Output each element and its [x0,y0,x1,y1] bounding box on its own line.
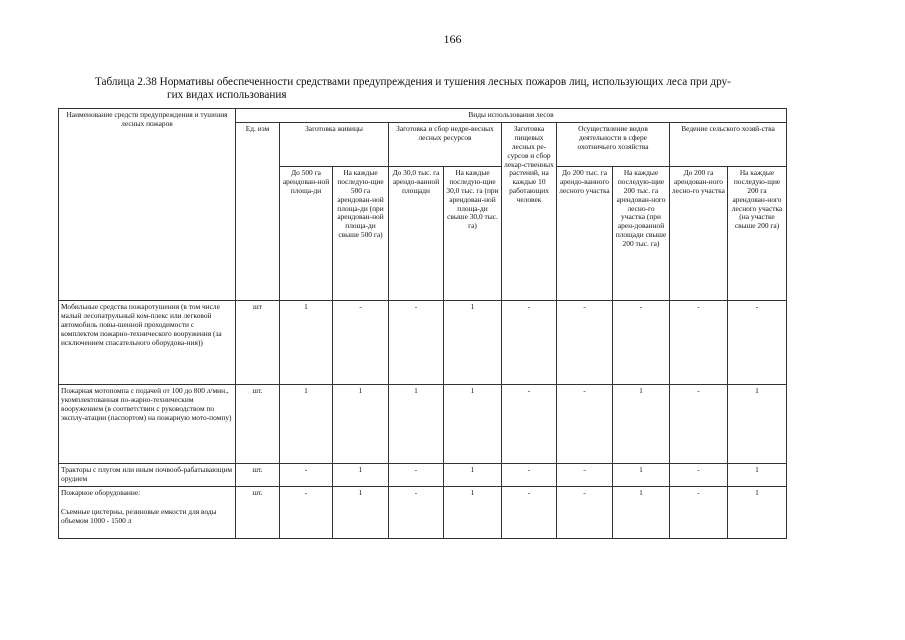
row-name-group [59,486,236,538]
subheader: На каждые последую-щие 30,0 тыс. га (при арендован-ной площа-ди свыше 30,0 тыс. га) [444,166,502,300]
row-value: 1 [728,463,787,486]
row-value: - [280,463,333,486]
row-value: - [389,486,444,538]
table-row [59,486,787,538]
row-unit: шт. [236,463,280,486]
row-name: Съемные цистерны, резиновые емкости для воды объемом 1000 - 1500 л [61,506,217,525]
table-row [59,300,787,384]
row-value: - [557,463,613,486]
row-value: - [502,486,557,538]
unit-header: Ед. изм [236,122,280,300]
row-value: - [502,384,557,463]
category-header: Ведение сельского хозяй-ства [670,122,787,166]
row-value: - [333,300,389,384]
section-title: Пожарное оборудование: [61,487,141,497]
table-row [59,463,787,486]
row-value: - [670,486,728,538]
row-value: - [502,463,557,486]
subheader: До 500 га арендован-ной площа-ди [280,166,333,300]
main-header: Виды использования лесов [236,109,787,123]
row-value: 1 [333,486,389,538]
category-header: Заготовка живицы [280,122,389,166]
table-caption [95,76,840,102]
row-value: - [670,463,728,486]
caption-line-1: Таблица 2.38 Нормативы обеспеченности средствами предупреждения и тушения лесных пожаров лиц, использующих леса при дру- [95,76,731,88]
row-value: 1 [613,463,670,486]
row-value: - [557,300,613,384]
row-name: Тракторы с плугом или иным почвооб-рабатывающим орудием [59,463,236,486]
row-value: 1 [613,486,670,538]
category-header: Осуществление видов деятельности в сфере охотничьего хозяйства [557,122,670,166]
corner-header: Наименование средств предупреждения и тушения лесных пожаров [59,109,236,301]
row-name: Пожарная мотопомпа с подачей от 100 до 800 л/мин., укомплектованная по-жарно-техническим вооружением (в соответствии с руководством по эксплу-атации (паспортом) на пожарную мото-помпу) [59,384,236,463]
row-value: - [389,300,444,384]
row-value: - [557,384,613,463]
norms-table [58,108,787,539]
subheader: На каждые последую-щие 200 тыс. га арендован-ного лесно-го участка (при арен-дованной площади свыше 200 тыс. га) [613,166,670,300]
row-value: - [280,486,333,538]
row-name: Мобильные средства пожаротушения (в том числе малый лесопатрульный ком-плекс или легковой автомобиль повы-шенной проходимости с комплектом пожарно-технического вооружения (за исключением спасательного оборудова-ния)) [59,300,236,384]
row-value: 1 [280,384,333,463]
row-value: 1 [444,486,502,538]
row-value: 1 [333,384,389,463]
row-value: - [389,463,444,486]
category-header: Заготовка пищевых лесных ре-сурсов и сбор лекар-ственных растений, на каждые 10 работающих человек [502,122,557,300]
row-value: 1 [728,384,787,463]
row-value: 1 [444,384,502,463]
table-row [59,384,787,463]
row-value: 1 [444,463,502,486]
row-unit: шт. [236,384,280,463]
caption-line-2: гих видах использования [167,89,287,101]
row-value: 1 [728,486,787,538]
row-value: 1 [613,384,670,463]
row-value: - [613,300,670,384]
row-value: 1 [280,300,333,384]
row-value: 1 [333,463,389,486]
row-value: 1 [444,300,502,384]
subheader: До 200 тыс. га арендо-ванного лесного участка [557,166,613,300]
row-value: 1 [389,384,444,463]
row-value: - [670,300,728,384]
subheader: До 200 га арендован-ного лесно-го участка [670,166,728,300]
subheader: На каждые последую-щие 500 га арендован-ной площа-ди (при арендован-ной площа-ди свыше 500 га) [333,166,389,300]
row-unit: шт [236,300,280,384]
row-unit: шт. [236,486,280,538]
row-value: - [728,300,787,384]
row-value: - [557,486,613,538]
row-value: - [502,300,557,384]
row-value: - [670,384,728,463]
category-header: Заготовка и сбор недре-весных лесных ресурсов [389,122,502,166]
subheader: До 30,0 тыс. га арендо-ванной площади [389,166,444,300]
page-number: 166 [443,32,462,46]
subheader: На каждые последую-щие 200 га арендован-ного лесного участка (на участке свыше 200 га) [728,166,787,300]
